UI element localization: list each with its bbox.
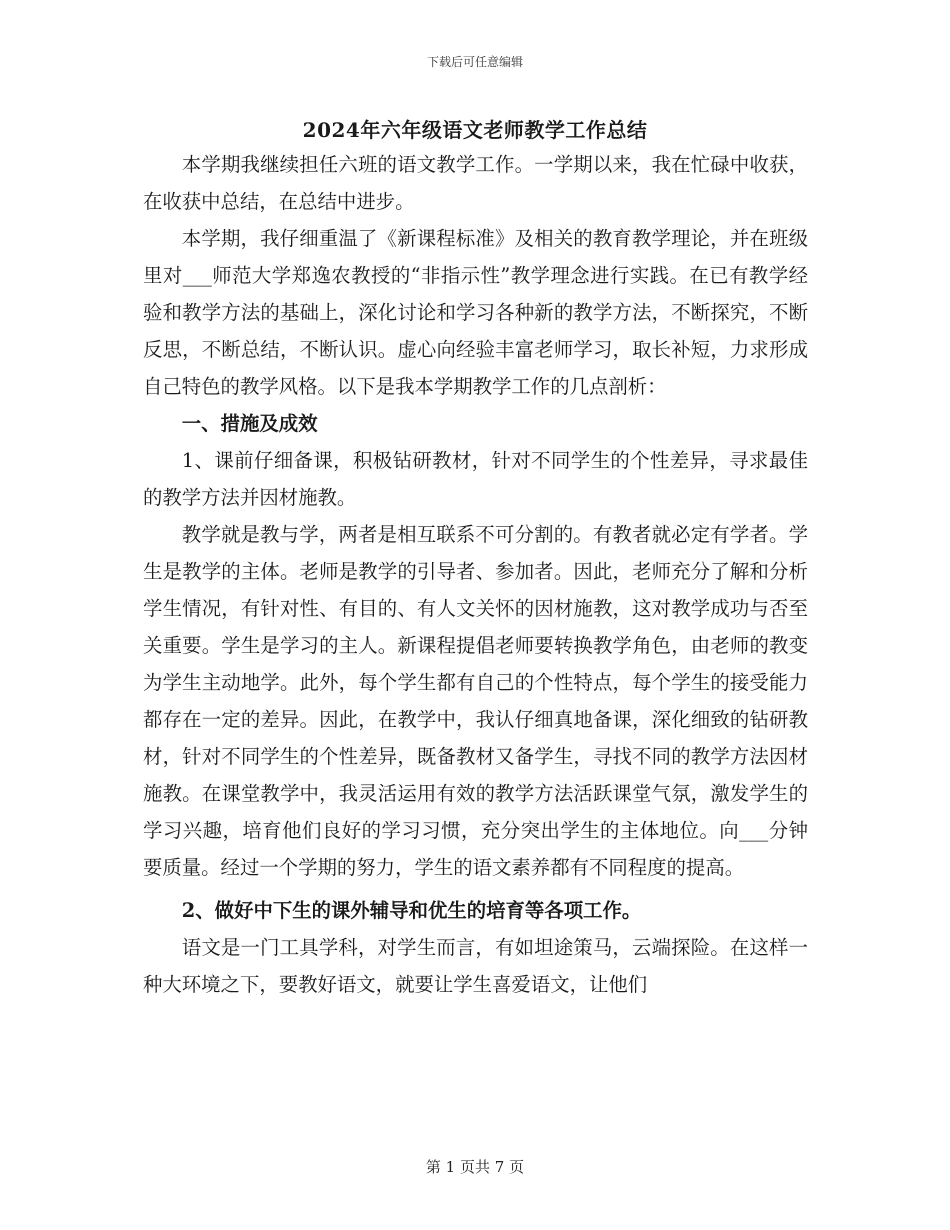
paragraph-point-1: 1、课前仔细备课，积极钻研教材，针对不同学生的个性差异，寻求最佳的教学方法并因材施教。 — [143, 449, 808, 509]
paragraph-intro: 本学期我继续担任六班的语文教学工作。一学期以来，我在忙碌中收获，在收获中总结，在总结中进步。 — [143, 153, 808, 213]
paragraph-overview: 本学期，我仔细重温了《新课程标准》及相关的教育教学理论，并在班级里对___师范大学郑逸农教授的“非指示性”教学理念进行实践。在已有教学经验和教学方法的基础上，深化讨论和学习各种新的教学方法，不断探究，不断反思，不断总结，不断认识。虚心向经验丰富老师学习，取长补短，力求形成自己特色的教学风格。以下是我本学期教学工作的几点剖析： — [143, 227, 808, 398]
header-note: 下载后可任意编辑 — [426, 55, 523, 69]
section-heading-1: 一、措施及成效 — [181, 412, 318, 435]
paragraph-teaching: 教学就是教与学，两者是相互联系不可分割的。有教者就必定有学者。学生是教学的主体。老师是教学的引导者、参加者。因此，老师充分了解和分析学生情况，有针对性、有目的、有人文关怀的因材施教，这对教学成功与否至关重要。学生是学习的主人。新课程提倡老师要转换教学角色，由老师的教变为学生主动地学。此外，每个学生都有自己的个性特点，每个学生的接受能力都存在一定的差异。因此，在教学中，我认仔细真地备课，深化细致的钻研教材，针对不同学生的个性差异，既备教材又备学生，寻找不同的教学方法因材施教。在课堂教学中，我灵活运用有效的教学方法活跃课堂气氛，激发学生的学习兴趣，培育他们良好的学习习惯，充分突出学生的主体地位。向___分钟要质量。经过一个学期的努力，学生的语文素养都有不同程度的提高。 — [143, 523, 808, 879]
page-footer: 第 1 页共 7 页 — [425, 1158, 525, 1176]
document-title: 2024年六年级语文老师教学工作总结 — [302, 118, 648, 142]
paragraph-chinese: 语文是一门工具学科，对学生而言，有如坦途策马，云端探险。在这样一种大环境之下，要教好语文，就要让学生喜爱语文，让他们 — [143, 936, 808, 996]
section-heading-2: 2、做好中下生的课外辅导和优生的培育等各项工作。 — [181, 899, 642, 922]
document-body — [143, 146, 808, 1003]
